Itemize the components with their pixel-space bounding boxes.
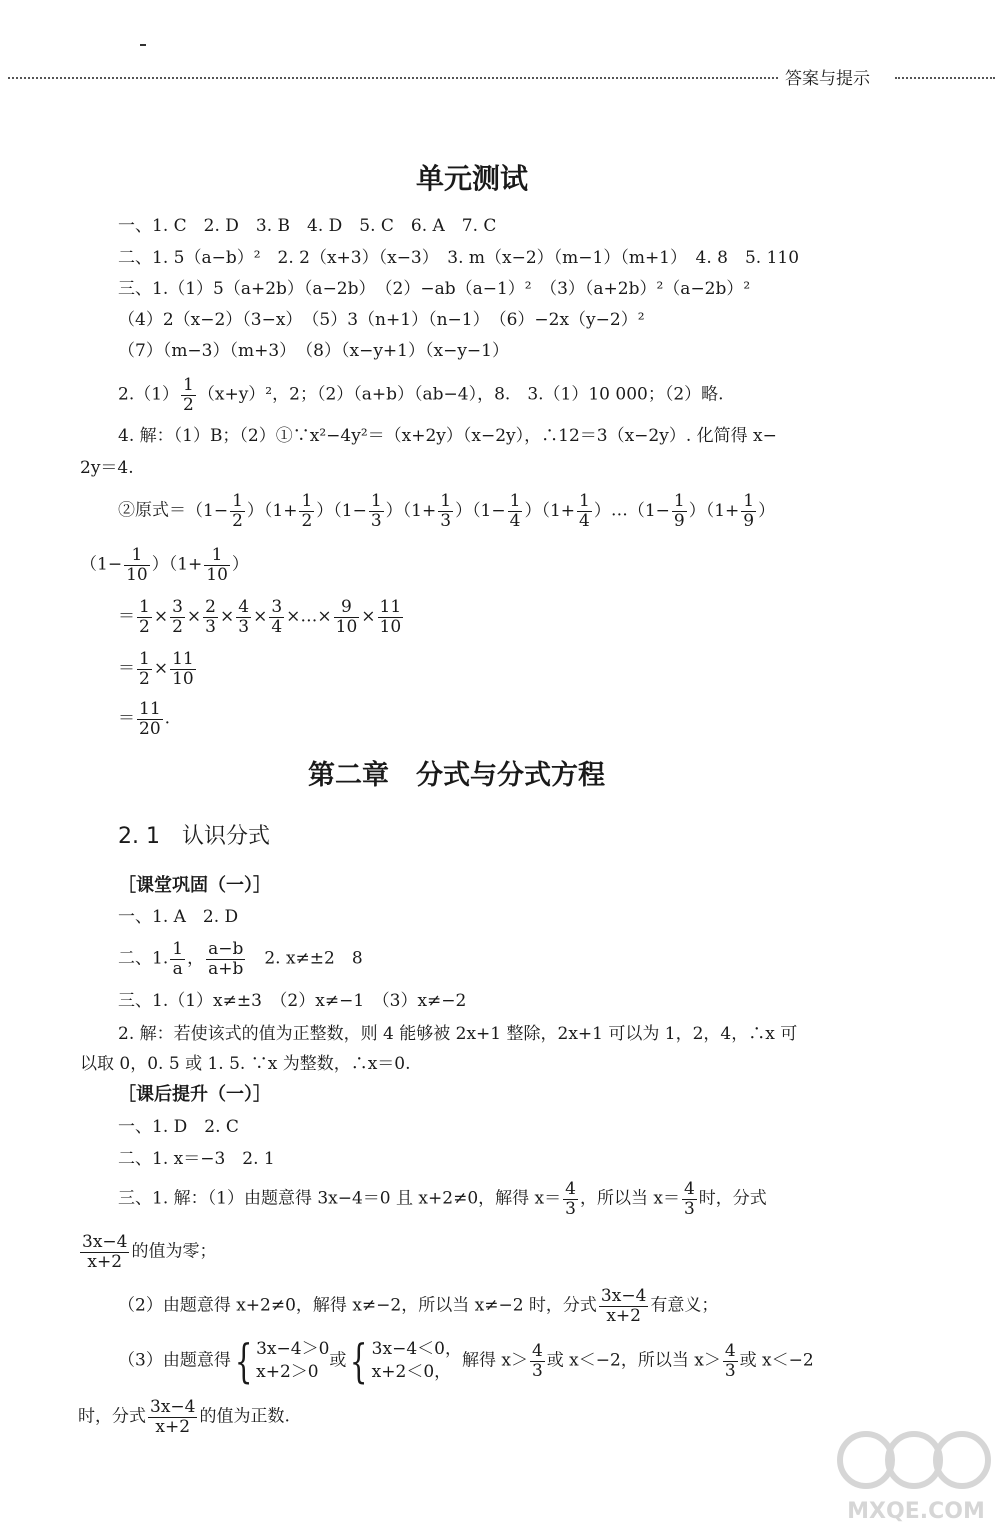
chapter-title: 第二章 分式与分式方程 <box>308 760 605 791</box>
numerator: 1 <box>301 491 313 511</box>
denominator: 3 <box>370 510 382 531</box>
denominator: 4 <box>509 510 521 531</box>
numerator: 1 <box>204 546 230 566</box>
fraction <box>508 492 523 530</box>
fraction: $\frac{1}{2}$ <box>183 375 194 415</box>
system-line: 3x−4＜0， <box>371 1339 462 1360</box>
text-run: 三、1. 解：（1）由题意得 3x−4＝0 且 x+2≠0，解得 x＝ <box>118 1188 562 1209</box>
denominator: x+2 <box>155 1416 191 1437</box>
numerator: 9 <box>334 598 360 618</box>
brace: { <box>350 1334 368 1388</box>
fraction <box>203 598 218 636</box>
paren-open: （1+ <box>541 500 576 521</box>
answer-line: 4. 解：（1）B；（2）①∵x²−4y²＝（x+2y）（x−2y），∴12＝3（x−2y）. 化简得 x− <box>118 426 777 446</box>
paren-open: （1+ <box>168 554 203 575</box>
running-header: 答案与提示 <box>785 69 870 89</box>
fraction <box>438 492 453 530</box>
answer-line: 一、1. A 2. D <box>118 907 239 927</box>
numerator: 2 <box>205 597 216 617</box>
denominator: 3 <box>205 616 216 637</box>
header-rule-right <box>895 77 995 79</box>
numerator: 1 <box>370 491 382 511</box>
ellipsis: ×…× <box>286 606 332 627</box>
improvement-label: ［课后提升（一）］ <box>118 1084 271 1105</box>
fraction <box>369 492 384 530</box>
fraction <box>723 1342 738 1380</box>
text-run: 时，分式 <box>78 1406 146 1427</box>
text-run: 或 <box>329 1350 347 1371</box>
numerator: 1 <box>232 491 243 511</box>
numerator: 3x−4 <box>82 1232 128 1252</box>
numerator: 3x−4 <box>150 1397 196 1417</box>
text-run: ， <box>187 948 205 969</box>
fraction <box>230 492 245 530</box>
answer-line-q3-2 <box>118 1287 718 1325</box>
answer-line: 一、1. D 2. C <box>118 1117 239 1137</box>
paren-close: ） <box>316 500 334 521</box>
numerator: 1 <box>579 491 590 511</box>
scan-mark <box>140 44 146 46</box>
fraction <box>124 546 150 584</box>
answer-line: 以取 0，0. 5 或 1. 5. ∵x 为整数，∴x＝0. <box>80 1054 411 1074</box>
text-run: ，所以当 x＝ <box>579 1188 680 1209</box>
equals: ＝ <box>118 606 135 627</box>
numerator: 3 <box>172 597 183 617</box>
system-lines <box>256 1338 329 1384</box>
q2-prefix: 2.（1） <box>118 384 180 405</box>
computation-step-1 <box>118 598 405 636</box>
answer-line: 二、1. 5（a−b）² 2. 2（x+3）（x−3） 3. m（x−2）（m−1）（m+1） 4. 8 5. 110 <box>118 248 800 268</box>
fraction <box>206 940 245 978</box>
paren-close: ） <box>231 554 249 575</box>
numerator: 4 <box>683 1179 695 1199</box>
numerator: 3 <box>271 597 283 617</box>
answer-line: 三、1.（1）5（a+2b）（a−2b） （2）−ab（a−1）² （3）（a+2b）²（a−2b）² <box>118 279 751 299</box>
denominator: x+2 <box>606 1305 641 1326</box>
denominator: 2 <box>301 510 313 531</box>
answer-line-fractions <box>118 940 363 978</box>
numerator: 1 <box>743 491 755 511</box>
fraction <box>530 1342 545 1380</box>
fraction <box>599 1287 648 1325</box>
answer-line-q2 <box>118 376 724 414</box>
answer-line: 2. 解：若使该式的值为正整数，则 4 能够被 2x+1 整除，2x+1 可以为 1，2，4，∴x 可 <box>118 1024 798 1044</box>
numerator: a−b <box>208 939 244 959</box>
numerator: 1 <box>509 491 521 511</box>
text-run: 二、1. <box>118 948 169 969</box>
denominator: 3 <box>440 510 452 531</box>
paren-close: ） <box>455 500 473 521</box>
computation-step-2 <box>118 650 198 688</box>
fraction <box>299 492 314 530</box>
paren-open: （1− <box>472 500 506 521</box>
numerator: 3x−4 <box>600 1286 647 1306</box>
unit-test-title: 单元测试 <box>416 162 529 195</box>
denominator: 2 <box>139 668 150 689</box>
denominator: 9 <box>743 510 755 531</box>
paren-open: （1− <box>80 554 123 575</box>
numerator: 1 <box>673 491 685 511</box>
paren-open: （1− <box>627 500 670 521</box>
watermark-logo <box>836 1418 996 1526</box>
paren-close: ） <box>593 500 611 521</box>
times: × <box>186 606 202 627</box>
paren-open: （1+ <box>402 500 437 521</box>
denominator: 20 <box>139 718 161 739</box>
numerator: 1 <box>124 546 150 566</box>
paren-open: （1− <box>333 500 367 521</box>
denominator: a+b <box>208 958 244 979</box>
numerator: 4 <box>565 1179 576 1199</box>
svg-text:MXQE.COM: MXQE.COM <box>847 1499 985 1524</box>
text-run: 时，分式 <box>698 1188 767 1209</box>
denominator: 3 <box>238 616 250 637</box>
answer-line: （7）（m−3）（m+3） （8）（x−y+1）（x−y−1） <box>118 341 509 361</box>
equals: ＝ <box>118 658 135 679</box>
denominator: 4 <box>579 510 590 531</box>
denominator: 10 <box>379 616 402 637</box>
fraction <box>563 1180 578 1218</box>
fraction <box>170 940 185 978</box>
text-run: 的值为正数. <box>199 1406 290 1427</box>
original-expression-line <box>118 492 775 530</box>
numerator: 11 <box>379 597 402 617</box>
denominator: 10 <box>126 564 148 585</box>
ellipsis: … <box>610 500 628 521</box>
text-run: 的值为零； <box>131 1241 217 1262</box>
denominator: 2 <box>139 616 150 637</box>
fraction <box>741 492 756 530</box>
paren-close: ） <box>524 500 542 521</box>
equation-system <box>231 1334 330 1388</box>
text-run: 有意义； <box>650 1295 719 1316</box>
answer-line-q3-1-cont <box>78 1233 216 1271</box>
numerator: 11 <box>172 649 194 669</box>
times: × <box>153 606 169 627</box>
system-line: x+2＞0 <box>256 1362 319 1382</box>
denominator: 9 <box>673 510 685 531</box>
equation-system <box>346 1334 462 1388</box>
fraction <box>236 598 251 636</box>
section-heading: 2. 1 认识分式 <box>118 824 270 849</box>
fraction <box>269 598 284 636</box>
header-rule-left <box>8 77 778 79</box>
fraction <box>137 700 163 738</box>
text-run: （3）由题意得 <box>118 1350 231 1371</box>
consolidation-label: ［课堂巩固（一）］ <box>118 875 271 896</box>
paren-open: （1− <box>186 500 229 521</box>
text-run: 解得 x＞ <box>461 1350 528 1371</box>
fraction <box>170 598 185 636</box>
paren-close: ） <box>246 500 264 521</box>
period: . <box>164 708 171 729</box>
system-line: 3x−4＞0 <box>256 1339 330 1360</box>
numerator: 4 <box>238 597 250 617</box>
numerator: 4 <box>531 1340 543 1361</box>
paren-open: （1+ <box>263 500 298 521</box>
denominator: 3 <box>565 1198 576 1219</box>
numerator: 1 <box>172 939 184 959</box>
denominator: 3 <box>724 1360 736 1381</box>
denominator: 3 <box>683 1198 695 1219</box>
numerator: 1 <box>139 597 150 617</box>
fraction <box>170 650 196 688</box>
paren-open: （1+ <box>705 500 740 521</box>
fraction <box>137 650 152 688</box>
denominator: 3 <box>531 1360 543 1381</box>
answer-line-q3-1 <box>118 1180 767 1218</box>
times: × <box>153 658 169 679</box>
answer-line-q3-3 <box>118 1334 814 1388</box>
numerator: 1 <box>440 491 452 511</box>
answer-line-q3-3-cont <box>78 1398 290 1436</box>
fraction <box>672 492 687 530</box>
original-expression-continued <box>80 546 249 584</box>
fraction <box>137 598 152 636</box>
text-run: 或 x＜−2 <box>739 1350 814 1371</box>
answer-line: （4）2（x−2）（3−x） （5）3（n+1）（n−1） （6）−2x（y−2）² <box>118 310 645 330</box>
denominator: 10 <box>206 564 228 585</box>
equals: ＝ <box>118 708 135 729</box>
fraction <box>148 1398 197 1436</box>
q2-rest: （x+y）²，2；（2）（a+b）（ab−4），8. 3.（1）10 000；（2）略. <box>197 384 724 405</box>
fraction <box>334 598 360 636</box>
denominator: x+2 <box>87 1251 123 1272</box>
fraction <box>378 598 404 636</box>
brace: { <box>234 1334 253 1388</box>
answer-line: 一、1. C 2. D 3. B 4. D 5. C 6. A 7. C <box>118 216 497 236</box>
system-line: x+2＜0， <box>371 1362 452 1382</box>
fraction <box>204 546 230 584</box>
expression-label: ②原式＝ <box>118 500 186 521</box>
computation-step-3 <box>118 700 170 738</box>
numerator: 11 <box>139 699 161 719</box>
answer-line: 二、1. x＝−3 2. 1 <box>118 1149 275 1169</box>
paren-close: ） <box>758 500 776 521</box>
denominator: 4 <box>271 616 283 637</box>
times: × <box>253 606 268 627</box>
numerator: 1 <box>139 649 150 669</box>
fraction <box>577 492 592 530</box>
paren-close: ） <box>385 500 403 521</box>
text-run: 2. x≠±2 8 <box>247 948 363 969</box>
denominator: 10 <box>172 668 194 689</box>
paren-close: ） <box>688 500 706 521</box>
denominator: 10 <box>335 616 358 637</box>
times: × <box>219 606 235 627</box>
denominator: 2 <box>232 510 243 531</box>
fraction <box>682 1180 697 1218</box>
answer-line: 三、1.（1）x≠±3 （2）x≠−1 （3）x≠−2 <box>118 991 467 1011</box>
times: × <box>361 606 376 627</box>
numerator: 4 <box>724 1340 736 1361</box>
denominator: a <box>172 958 183 979</box>
fraction <box>80 1233 129 1271</box>
denominator: 2 <box>172 616 183 637</box>
text-run: 或 x＜−2，所以当 x＞ <box>546 1350 721 1371</box>
system-lines <box>372 1338 462 1384</box>
text-run: （2）由题意得 x+2≠0，解得 x≠−2，所以当 x≠−2 时，分式 <box>118 1295 597 1316</box>
answer-line: 2y＝4. <box>80 458 134 478</box>
paren-close: ） <box>151 554 169 575</box>
